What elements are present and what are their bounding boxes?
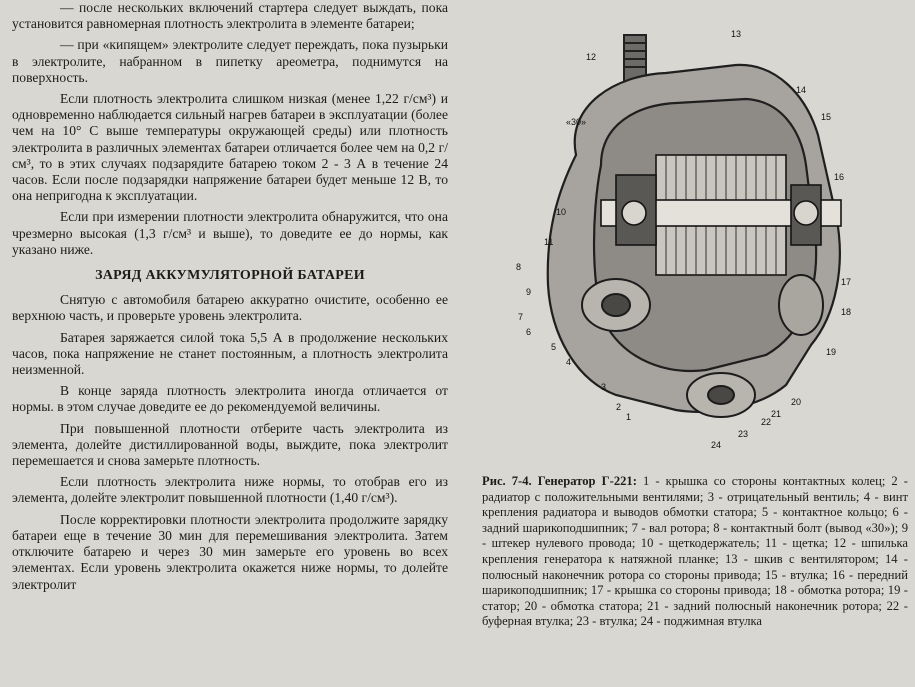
callout-16: 16 xyxy=(834,172,845,182)
paragraph: Батарея заряжается силой тока 5,5 А в продолжение нескольких часов, пока напряжение не станет постоянным, а плотность электролита неизменной. xyxy=(12,329,448,378)
callout-1: 1 xyxy=(626,412,632,422)
caption-label: Рис. 7-4. Генератор Г-221: xyxy=(482,474,637,488)
callout-10: 10 xyxy=(556,207,567,217)
callout-8: 8 xyxy=(516,262,522,272)
generator-diagram xyxy=(506,15,856,465)
callout-23: 23 xyxy=(738,429,749,439)
callout-17: 17 xyxy=(841,277,852,287)
callout-18: 18 xyxy=(841,307,852,317)
callout-15: 15 xyxy=(821,112,832,122)
callout-7: 7 xyxy=(518,312,524,322)
callout-22: 22 xyxy=(761,417,772,427)
callout-2: 2 xyxy=(616,402,622,412)
callout-5: 5 xyxy=(551,342,557,352)
callout-24: 24 xyxy=(711,440,722,450)
callout-30: «30» xyxy=(566,117,587,127)
callout-4: 4 xyxy=(566,357,572,367)
left-text-column xyxy=(12,0,448,593)
callout-11: 11 xyxy=(544,237,554,247)
section-title: ЗАРЯД АККУМУЛЯТОРНОЙ БАТАРЕИ xyxy=(95,268,365,284)
callout-21: 21 xyxy=(771,409,782,419)
paragraph: — после нескольких включений стартера следует выждать, пока установится равномерная плотность электролита в элементе батареи; xyxy=(12,0,448,32)
callout-9: 9 xyxy=(526,287,532,297)
callout-13: 13 xyxy=(731,29,742,39)
figure-caption xyxy=(482,474,908,630)
paragraph: Снятую с автомобиля батарею аккуратно очистите, особенно ее верхнюю часть, и проверьте уровень электролита. xyxy=(12,292,448,324)
callout-19: 19 xyxy=(826,347,837,357)
paragraph: В конце заряда плотность электролита иногда отличается от нормы. в этом случае доведите ее до рекомендуемой величины. xyxy=(12,383,448,415)
callout-20: 20 xyxy=(791,397,802,407)
callout-14: 14 xyxy=(796,85,807,95)
paragraph: Если при измерении плотности электролита обнаружится, что она чрезмерно высокая (1,3 г/см³ и выше), то доведите ее до нормы, как указано ниже. xyxy=(12,209,448,257)
callout-6: 6 xyxy=(526,327,532,337)
paragraph: Если плотность электролита слишком низкая (менее 1,22 г/см³) и одновременно наблюдается сильный нагрев батареи в эксплуатации (более чем на 10° С выше температуры окружающей среды) или плотность электролита в различных элементах батареи отличается более чем на 0,2 г/см³, то в этих случаях подзарядите батарею током 2 - 3 А в течение 24 часов. Если после подзарядки напряжение батареи будет меньше 12 В, то она непригодна к эксплуатации. xyxy=(12,91,448,204)
right-figure-column xyxy=(476,0,910,687)
callout-12: 12 xyxy=(586,52,597,62)
paragraph: При повышенной плотности отберите часть электролита из элемента, долейте дистиллированной воды, выждите, пока электролит перемешается и снова замерьте плотность. xyxy=(12,420,448,469)
caption-text: 1 - крышка со стороны контактных колец; 2 - радиатор с положительными вентилями; 3 - отрицательный вентиль; 4 - винт крепления радиатора и выводов обмотки статора; 5 - контактное кольцо; 6 - задний шарикоподшипник; 7 - вал ротора; 8 - контактный болт (вывод «30»); 9 - штекер нулевого провода; 10 - щеткодержатель; 11 - щетка; 12 - шпилька крепления генератора к натяжной планке; 13 - шкив с вентилятором; 14 - полюсный наконечник ротора со стороны привода; 15 - втулка; 16 - передний шарикоподшипник; 17 - крышка со стороны привода; 18 - обмотка ротора; 19 - статор; 20 - обмотка статора; 21 - задний полюсный наконечник ротора; 22 - буферная втулка; 23 - втулка; 24 - поджимная втулка xyxy=(482,474,908,629)
paragraph: Если плотность электролита ниже нормы, то отобрав его из элемента, долейте электролит повышенной плотности (1,40 г/см³). xyxy=(12,474,448,506)
paragraph: После корректировки плотности электролита продолжите зарядку батареи еще в течение 30 мин для перемешивания электролита. Затем отключите батарею и через 30 мин замерьте его уровень во всех элементах. Если уровень электролита окажется ниже нормы, то долейте электролит xyxy=(12,511,448,592)
paragraph: — при «кипящем» электролите следует переждать, пока пузырьки в электролите, набранном в пипетку ареометра, поднимутся на поверхность. xyxy=(12,37,448,85)
callout-3: 3 xyxy=(601,382,607,392)
